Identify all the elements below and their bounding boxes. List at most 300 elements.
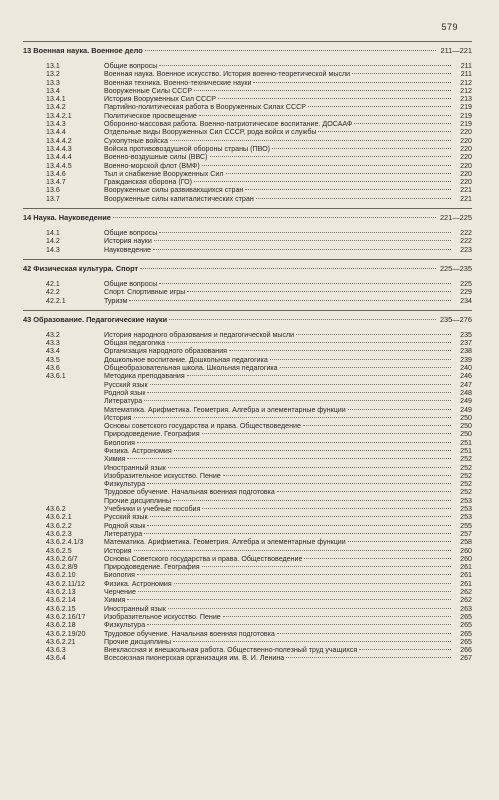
- entry-page: 252: [460, 471, 472, 480]
- entry-page: 248: [460, 388, 472, 397]
- entry-code: 43.6.2.14: [46, 596, 76, 605]
- entry-code: 43.6.2.21: [46, 637, 76, 646]
- entry-code: 13.4.4: [46, 128, 66, 137]
- section-title: 43 Образование. Педагогические науки: [23, 314, 168, 324]
- entry-page: 250: [460, 422, 472, 431]
- entry-page: 261: [460, 571, 472, 580]
- entry-code: 13.4.4.5: [46, 161, 72, 170]
- dot-leader: [147, 392, 451, 393]
- entry-code: 43.6.2.5: [46, 546, 72, 555]
- entry-page: 212: [460, 86, 472, 95]
- dot-leader: [129, 300, 451, 301]
- entry-page: 238: [460, 347, 472, 356]
- entry-title: Физкультура: [104, 621, 146, 630]
- dot-leader: [280, 367, 451, 368]
- dot-leader: [169, 319, 436, 320]
- entry-code: 43.5: [46, 355, 60, 364]
- entry-title: Общая педагогика: [104, 339, 166, 348]
- dot-leader: [256, 198, 451, 199]
- toc-entry: [23, 120, 472, 128]
- entry-code: 13.4.4.3: [46, 144, 72, 153]
- dot-leader: [359, 649, 451, 650]
- entry-title: Военная техника. Военно-технические науки: [104, 78, 252, 87]
- toc-section-13: [23, 46, 472, 208]
- toc-entry: [23, 654, 472, 662]
- entry-code: 13.4.3: [46, 120, 66, 129]
- entry-page: 267: [460, 654, 472, 663]
- entry-code: 43.2: [46, 330, 60, 339]
- entry-title: Изобразительное искусство. Пение: [104, 471, 221, 480]
- dot-leader: [147, 525, 451, 526]
- entry-page: 247: [460, 380, 472, 389]
- entry-page: 252: [460, 480, 472, 489]
- entry-title: Общеобразовательная школа. Школьная педагогика: [104, 364, 278, 373]
- toc-entry: [23, 497, 472, 505]
- entry-page: 263: [460, 604, 472, 613]
- toc-entry: [23, 153, 472, 161]
- entry-title: Иностранный язык: [104, 604, 166, 613]
- entry-title: Русский язык: [104, 380, 148, 389]
- dot-leader: [170, 140, 451, 141]
- entry-code: 43.6.2.10: [46, 571, 76, 580]
- entry-title: Литература: [104, 529, 143, 538]
- entry-title: Природоведение. География: [104, 563, 200, 572]
- entry-code: 43.6.2.8/9: [46, 563, 78, 572]
- entry-code: 42.1: [46, 279, 60, 288]
- toc-entry: [23, 406, 472, 414]
- entry-title: Военно-воздушные силы (ВВС): [104, 153, 208, 162]
- dot-leader: [167, 342, 451, 343]
- entry-code: 13.1: [46, 62, 60, 70]
- section-title: 13 Военная наука. Военное дело: [23, 46, 143, 55]
- entry-title: Иностранный язык: [104, 463, 166, 472]
- entry-title: Политическое просвещение: [104, 111, 197, 120]
- section-pages: 221—225: [439, 213, 472, 223]
- dot-leader: [187, 291, 451, 292]
- dot-leader: [144, 400, 451, 401]
- section-heading: [23, 315, 472, 325]
- entry-title: Природоведение. География: [104, 430, 200, 439]
- toc-entry: [23, 178, 472, 186]
- dot-leader: [134, 417, 451, 418]
- entry-page: 261: [460, 579, 472, 588]
- entry-title: Гражданская оборона (ГО): [104, 178, 193, 187]
- entry-code: 43.6.2.16/17: [46, 612, 86, 621]
- dot-leader: [138, 591, 451, 592]
- entry-page: 212: [460, 78, 472, 87]
- entry-code: 43.6.2.15: [46, 604, 76, 613]
- dot-leader: [173, 641, 451, 642]
- toc-entry: [23, 563, 472, 571]
- entry-title: Химия: [104, 455, 126, 464]
- entry-title: Родной язык: [104, 521, 146, 530]
- entry-code: 43.6.2.4.1/3: [46, 538, 84, 547]
- entry-page: 213: [460, 95, 472, 104]
- entry-page: 220: [460, 144, 472, 153]
- entry-code: 13.4.7: [46, 178, 66, 187]
- toc-entry: [23, 414, 472, 422]
- entry-title: Прочие дисциплины: [104, 637, 172, 646]
- entry-title: Химия: [104, 596, 126, 605]
- entry-code: 13.4.4.4: [46, 153, 72, 162]
- entry-code: 14.1: [46, 229, 60, 238]
- toc-section-14: [23, 213, 472, 259]
- entry-code: 43.6.2.13: [46, 588, 76, 597]
- entry-page: 255: [460, 521, 472, 530]
- toc-entry: [23, 638, 472, 646]
- toc-entry: [23, 280, 472, 288]
- entry-page: 257: [460, 529, 472, 538]
- entry-code: 13.4.6: [46, 169, 66, 178]
- entry-page: 239: [460, 355, 472, 364]
- dot-leader: [174, 450, 451, 451]
- section-pages: 211—221: [440, 46, 472, 55]
- dot-leader: [159, 283, 451, 284]
- entry-page: 221: [460, 194, 472, 203]
- dot-leader: [159, 232, 451, 233]
- entry-title: Основы советского государства и права. Обществоведение: [104, 422, 301, 431]
- entry-page: 252: [460, 488, 472, 497]
- toc-entry: [23, 513, 472, 521]
- toc-entry: [23, 455, 472, 463]
- dot-leader: [202, 508, 451, 509]
- toc-entry: [23, 70, 472, 78]
- dot-leader: [223, 475, 451, 476]
- section-pages: 225—235: [439, 263, 472, 273]
- section-heading: [23, 264, 472, 274]
- toc-entry: [23, 288, 472, 296]
- dot-leader: [304, 558, 451, 559]
- entry-page: 265: [460, 637, 472, 646]
- toc-entry: [23, 195, 472, 203]
- entry-title: Биология: [104, 438, 135, 447]
- entry-page: 251: [460, 438, 472, 447]
- dot-leader: [348, 409, 451, 410]
- entry-code: 13.2: [46, 70, 60, 79]
- entry-page: 260: [460, 546, 472, 555]
- entry-title: Трудовое обучение. Начальная военная подготовка: [104, 629, 275, 638]
- toc-entry: [23, 505, 472, 513]
- dot-leader: [159, 65, 451, 66]
- entry-title: Организация народного образования: [104, 347, 227, 356]
- dot-leader: [187, 375, 451, 376]
- entry-title: Внеклассная и внешкольная работа. Общественно-полезный труд учащихся: [104, 646, 358, 655]
- entry-title: Дошкольное воспитание. Дошкольная педагогика: [104, 355, 268, 364]
- entry-page: 265: [460, 629, 472, 638]
- entry-page: 219: [460, 111, 472, 120]
- entry-page: 258: [460, 538, 472, 547]
- dot-leader: [194, 90, 451, 91]
- toc-entry: [23, 237, 472, 245]
- toc-entry: [23, 596, 472, 604]
- dot-leader: [137, 574, 451, 575]
- entry-title: Всесоюзная пионерская организация им. В. И. Ленина: [104, 654, 285, 663]
- entry-title: Литература: [104, 397, 143, 406]
- dot-leader: [174, 583, 451, 584]
- entry-title: История науки: [104, 237, 152, 246]
- entry-title: Сухопутные войска: [104, 136, 168, 145]
- dot-leader: [218, 98, 451, 99]
- entry-page: 219: [460, 120, 472, 129]
- section-divider: [23, 310, 472, 311]
- toc-entry: [23, 588, 472, 596]
- entry-title: Тыл и снабжение Вооруженных Сил: [104, 169, 224, 178]
- entry-page: 252: [460, 455, 472, 464]
- entry-title: Физика. Астрономия: [104, 446, 172, 455]
- entry-code: 13.3: [46, 78, 60, 87]
- entry-code: 43.6.3: [46, 646, 66, 655]
- toc-entry: [23, 613, 472, 621]
- entry-title: Черчение: [104, 588, 136, 597]
- toc-entry: [23, 472, 472, 480]
- toc-entry: [23, 339, 472, 347]
- toc-entry: [23, 170, 472, 178]
- entry-page: 262: [460, 596, 472, 605]
- entry-title: Математика. Арифметика. Геометрия. Алгебра и элементарные функции: [104, 538, 346, 547]
- entry-page: 237: [460, 339, 472, 348]
- dot-leader: [270, 359, 451, 360]
- entry-title: История народного образования и педагогической мысли: [104, 330, 295, 339]
- entry-page: 235: [460, 330, 472, 339]
- section-divider: [23, 259, 472, 260]
- section-heading: [23, 213, 472, 223]
- entry-code: 43.6.2.18: [46, 621, 76, 630]
- dot-leader: [127, 599, 451, 600]
- dot-leader: [153, 249, 451, 250]
- toc-entry: [23, 422, 472, 430]
- dot-leader: [202, 433, 451, 434]
- entry-code: 42.2: [46, 288, 60, 297]
- dot-leader: [226, 173, 451, 174]
- entry-title: Биология: [104, 571, 135, 580]
- entry-code: 43.6.1: [46, 372, 66, 381]
- dot-leader: [308, 106, 451, 107]
- toc-entry: [23, 555, 472, 563]
- entry-code: 43.6.2.6/7: [46, 554, 78, 563]
- entry-code: 43.3: [46, 339, 60, 348]
- entry-title: Вооруженные Силы СССР: [104, 86, 193, 95]
- entry-title: Спорт. Спортивные игры: [104, 288, 186, 297]
- entry-page: 220: [460, 128, 472, 137]
- toc-entry: [23, 79, 472, 87]
- entry-page: 223: [460, 245, 472, 254]
- toc-entry: [23, 331, 472, 339]
- entry-page: 253: [460, 496, 472, 505]
- toc-section-42: [23, 264, 472, 310]
- section-pages: 235—276: [439, 314, 472, 324]
- toc-entry: [23, 128, 472, 136]
- entry-code: 13.4.2.1: [46, 111, 72, 120]
- entry-title: Физика. Астрономия: [104, 579, 172, 588]
- dot-leader: [113, 217, 436, 218]
- toc-entry: [23, 630, 472, 638]
- dot-leader: [140, 268, 436, 269]
- entry-page: 266: [460, 646, 472, 655]
- entry-page: 250: [460, 413, 472, 422]
- entry-page: 220: [460, 153, 472, 162]
- dot-leader: [229, 350, 451, 351]
- entry-code: 13.6: [46, 186, 60, 195]
- toc-entry: [23, 571, 472, 579]
- toc-entry: [23, 547, 472, 555]
- entry-title: Прочие дисциплины: [104, 496, 172, 505]
- entry-page: 220: [460, 178, 472, 187]
- entry-page: 251: [460, 446, 472, 455]
- dot-leader: [277, 633, 451, 634]
- entry-page: 246: [460, 372, 472, 381]
- toc-entry: [23, 605, 472, 613]
- dot-leader: [134, 550, 451, 551]
- entry-page: 250: [460, 430, 472, 439]
- entry-page: 221: [460, 186, 472, 195]
- entry-title: Оборонно-массовая работа. Военно-патриотическое воспитание. ДОСААФ: [104, 120, 353, 129]
- page-number: 579: [441, 22, 458, 32]
- entry-page: 249: [460, 405, 472, 414]
- dot-leader: [168, 467, 451, 468]
- entry-code: 43.6.2: [46, 505, 66, 514]
- dot-leader: [210, 156, 451, 157]
- entry-title: Партийно-политическая работа в Вооруженных Силах СССР: [104, 103, 306, 112]
- section-divider: [23, 41, 472, 42]
- entry-title: Отдельные виды Вооруженных Сил СССР, рода войск и службы: [104, 128, 317, 137]
- entry-page: 262: [460, 588, 472, 597]
- toc-entry: [23, 162, 472, 170]
- dot-leader: [202, 165, 451, 166]
- entry-page: 253: [460, 505, 472, 514]
- entry-page: 220: [460, 161, 472, 170]
- toc-entry: [23, 372, 472, 380]
- entry-title: Изобразительное искусство. Пение: [104, 612, 221, 621]
- dot-leader: [147, 624, 451, 625]
- entry-code: 13.4.2: [46, 103, 66, 112]
- section-title: 42 Физическая культура. Спорт: [23, 263, 139, 273]
- dot-leader: [223, 616, 451, 617]
- dot-leader: [296, 334, 451, 335]
- dot-leader: [245, 189, 451, 190]
- dot-leader: [150, 384, 451, 385]
- entry-title: Русский язык: [104, 513, 148, 522]
- toc-entry: [23, 356, 472, 364]
- toc-entry: [23, 364, 472, 372]
- entry-title: Вооруженные силы капиталистических стран: [104, 194, 254, 203]
- toc-entry: [23, 447, 472, 455]
- entry-page: 261: [460, 563, 472, 572]
- entry-page: 211: [460, 62, 472, 70]
- entry-code: 43.4: [46, 347, 60, 356]
- entry-page: 234: [460, 296, 472, 305]
- entry-title: Методика преподавания: [104, 372, 185, 381]
- section-43-entries: [23, 331, 472, 663]
- toc-entry: [23, 621, 472, 629]
- toc-entry: [23, 229, 472, 237]
- dot-leader: [154, 240, 451, 241]
- dot-leader: [147, 483, 451, 484]
- entry-page: 211: [460, 70, 472, 79]
- entry-page: 265: [460, 621, 472, 630]
- entry-title: Науковедение: [104, 245, 152, 254]
- dot-leader: [286, 657, 451, 658]
- entry-page: 229: [460, 288, 472, 297]
- entry-page: 260: [460, 554, 472, 563]
- dot-leader: [303, 425, 451, 426]
- entry-page: 240: [460, 364, 472, 373]
- dot-leader: [318, 131, 451, 132]
- toc-entry: [23, 439, 472, 447]
- dot-leader: [150, 516, 451, 517]
- entry-code: 43.6: [46, 364, 60, 373]
- table-of-contents: [23, 41, 472, 663]
- toc-entry: [23, 646, 472, 654]
- entry-title: Войска противовоздушной обороны страны (ПВО): [104, 144, 270, 153]
- toc-entry: [23, 87, 472, 95]
- dot-leader: [173, 500, 451, 501]
- toc-entry: [23, 381, 472, 389]
- entry-title: Родной язык: [104, 388, 146, 397]
- toc-entry: [23, 480, 472, 488]
- dot-leader: [202, 566, 451, 567]
- toc-entry: [23, 103, 472, 111]
- entry-title: История: [104, 546, 132, 555]
- entry-code: 43.6.2.19/20: [46, 629, 86, 638]
- entry-title: Общие вопросы: [104, 229, 158, 238]
- entry-title: Туризм: [104, 296, 128, 305]
- entry-title: История: [104, 413, 132, 422]
- entry-code: 13.4: [46, 86, 60, 95]
- toc-entry: [23, 580, 472, 588]
- dot-leader: [272, 148, 451, 149]
- dot-leader: [277, 491, 451, 492]
- section-divider: [23, 208, 472, 209]
- dot-leader: [127, 458, 451, 459]
- toc-entry: [23, 62, 472, 70]
- entry-code: 14.2: [46, 237, 60, 246]
- toc-entry: [23, 464, 472, 472]
- entry-page: 222: [460, 237, 472, 246]
- entry-page: 265: [460, 612, 472, 621]
- entry-title: Вооруженные силы развивающихся стран: [104, 186, 244, 195]
- entry-page: 249: [460, 397, 472, 406]
- section-heading: [23, 46, 472, 56]
- section-title: 14 Наука. Науковедение: [23, 213, 111, 223]
- toc-entry: [23, 488, 472, 496]
- dot-leader: [348, 541, 451, 542]
- entry-page: 225: [460, 279, 472, 288]
- entry-page: 253: [460, 513, 472, 522]
- entry-code: 42.2.1: [46, 296, 66, 305]
- dot-leader: [144, 533, 451, 534]
- entry-title: История Вооруженных Сил СССР: [104, 95, 217, 104]
- toc-entry: [23, 538, 472, 546]
- toc-entry: [23, 522, 472, 530]
- toc-entry: [23, 112, 472, 120]
- entry-title: Военно-морской флот (ВМФ): [104, 161, 200, 170]
- toc-entry: [23, 145, 472, 153]
- entry-code: 13.4.4.2: [46, 136, 72, 145]
- toc-entry: [23, 186, 472, 194]
- toc-entry: [23, 530, 472, 538]
- entry-code: 43.6.2.11/12: [46, 579, 85, 588]
- dot-leader: [253, 82, 451, 83]
- toc-entry: [23, 430, 472, 438]
- entry-code: 43.6.2.1: [46, 513, 72, 522]
- entry-title: Общие вопросы: [104, 279, 158, 288]
- entry-code: 43.6.2.3: [46, 529, 72, 538]
- toc-section-43: [23, 315, 472, 663]
- entry-title: Физкультура: [104, 480, 146, 489]
- entry-page: 252: [460, 463, 472, 472]
- toc-entry: [23, 95, 472, 103]
- entry-code: 43.6.2.2: [46, 521, 72, 530]
